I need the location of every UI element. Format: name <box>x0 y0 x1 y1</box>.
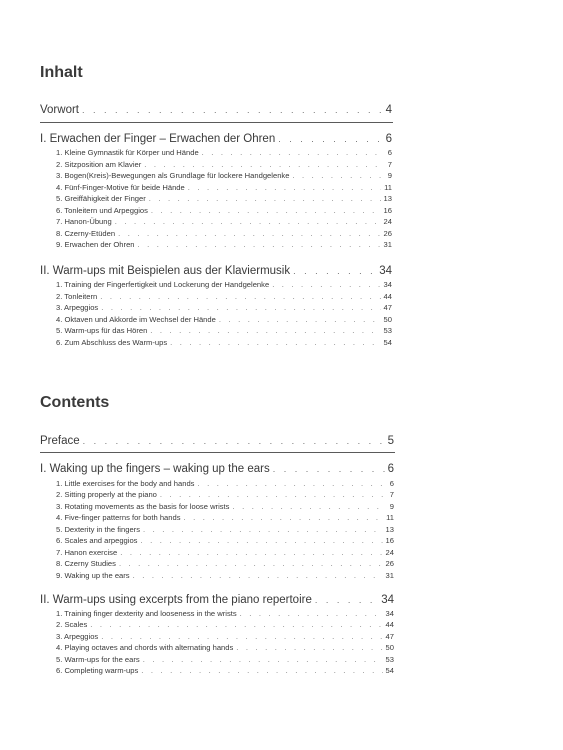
toc-page-number: 50 <box>385 643 394 652</box>
dot-leader <box>170 338 380 347</box>
dot-leader <box>101 303 380 312</box>
toc-entry-label: Vorwort <box>40 104 79 116</box>
toc-page-number: 26 <box>383 228 392 238</box>
toc-item-label: 6. Zum Abschluss des Warm-ups <box>56 337 168 347</box>
toc-item[interactable] <box>56 502 394 511</box>
toc-item-label: 3. Arpeggios <box>56 631 99 641</box>
toc-item[interactable] <box>56 632 394 641</box>
toc-item-label: 9. Waking up the ears <box>56 570 130 580</box>
toc-item-label: 2. Tonleitern <box>56 291 98 301</box>
toc-item[interactable] <box>56 280 392 289</box>
toc-item-label: 8. Czerny-Etüden <box>56 228 116 238</box>
toc-page-number: 44 <box>385 620 394 629</box>
toc-item-label: 4. Fünf-Finger-Motive für beide Hände <box>56 182 185 192</box>
toc-page-number: 11 <box>384 182 392 192</box>
toc-item-label: 9. Erwachen der Ohren <box>56 240 135 249</box>
dot-leader <box>293 266 376 276</box>
toc-item-label: 6. Tonleitern und Arpeggios <box>56 205 148 215</box>
toc-page-number: 6 <box>389 478 394 488</box>
dot-leader <box>140 536 382 545</box>
toc-item[interactable] <box>56 240 392 249</box>
toc-item-label: 1. Little exercises for the body and hands <box>56 478 195 488</box>
toc-page-number: 31 <box>383 240 392 249</box>
toc-item-label: 5. Warm-ups for the ears <box>56 654 140 664</box>
toc-page-number: 16 <box>383 205 392 215</box>
dot-leader <box>118 229 380 238</box>
toc-section-label: II. Warm-ups using excerpts from the piano repertoire <box>40 594 312 606</box>
dot-leader <box>292 171 384 180</box>
toc-page-number: 53 <box>385 654 394 664</box>
toc-page-number: 13 <box>385 524 394 534</box>
toc-page-number: 6 <box>387 463 394 475</box>
toc-item-label: 2. Sitzposition am Klavier <box>56 159 142 169</box>
dot-leader <box>273 464 385 474</box>
toc-item-label: 3. Arpeggios <box>56 303 99 312</box>
toc-item[interactable] <box>56 571 394 580</box>
toc-item[interactable] <box>56 513 394 522</box>
toc-page-number: 26 <box>385 559 394 568</box>
toc-page-number: 54 <box>385 666 394 675</box>
toc-section-1[interactable] <box>40 133 392 145</box>
dot-leader <box>240 609 383 618</box>
toc-page-number: 13 <box>383 194 392 203</box>
toc-item[interactable] <box>56 666 394 675</box>
toc-item-label: 4. Oktaven und Akkorde im Wechsel der Hände <box>56 314 216 324</box>
toc-item[interactable] <box>56 655 394 664</box>
toc-item-label: 1. Training finger dexterity and looseness in the wrists <box>56 608 237 618</box>
toc-item[interactable] <box>56 548 394 557</box>
toc-page-number: 9 <box>389 501 394 511</box>
toc-page-number: 47 <box>383 303 392 312</box>
toc-page-number: 44 <box>383 291 392 301</box>
toc-page-number: 54 <box>383 337 392 347</box>
toc-page-number: 11 <box>386 513 394 522</box>
dot-leader <box>278 134 382 144</box>
toc-item[interactable] <box>56 559 394 568</box>
dot-leader <box>150 326 380 335</box>
dot-leader <box>272 280 380 289</box>
toc-page-number: 24 <box>383 217 392 226</box>
toc-section-2[interactable] <box>40 265 392 277</box>
toc-item-label: 1. Kleine Gymnastik für Körper und Hände <box>56 148 199 157</box>
divider <box>40 452 395 453</box>
toc-item[interactable] <box>56 183 392 192</box>
toc-page-number: 5 <box>387 435 394 447</box>
toc-page-number: 34 <box>379 265 392 277</box>
dot-leader <box>82 105 383 115</box>
dot-leader <box>143 525 383 534</box>
toc-item-label: 7. Hanon exercise <box>56 547 118 557</box>
inhalt-heading: Inhalt <box>40 64 83 81</box>
toc-entry-preface[interactable] <box>40 435 394 447</box>
toc-section-1[interactable] <box>40 463 394 475</box>
toc-page-number: 4 <box>385 104 392 116</box>
toc-page-number: 24 <box>385 547 394 557</box>
dot-leader <box>149 194 381 203</box>
toc-entry-vorwort[interactable] <box>40 104 392 116</box>
toc-item-label: 5. Warm-ups für das Hören <box>56 326 148 335</box>
dot-leader <box>100 292 380 301</box>
toc-item[interactable] <box>56 160 392 169</box>
toc-item-label: 4. Playing octaves and chords with alternating hands <box>56 643 234 652</box>
dot-leader <box>184 513 384 522</box>
toc-page-number: 53 <box>383 326 392 335</box>
toc-item[interactable] <box>56 292 392 301</box>
divider <box>40 122 393 123</box>
dot-leader <box>315 595 378 605</box>
toc-item-label: 6. Completing warm-ups <box>56 666 139 675</box>
dot-leader <box>115 217 381 226</box>
dot-leader <box>120 548 382 557</box>
toc-item-label: 5. Greiffähigkeit der Finger <box>56 194 146 203</box>
toc-item[interactable] <box>56 229 392 238</box>
toc-item[interactable] <box>56 609 394 618</box>
toc-item-label: 2. Scales <box>56 620 88 629</box>
toc-item[interactable] <box>56 490 394 499</box>
toc-item[interactable] <box>56 620 394 629</box>
toc-item[interactable] <box>56 217 392 226</box>
toc-item-label: 5. Dexterity in the fingers <box>56 524 140 534</box>
toc-item[interactable] <box>56 525 394 534</box>
dot-leader <box>138 240 381 249</box>
toc-item[interactable] <box>56 148 392 157</box>
dot-leader <box>144 160 385 169</box>
dot-leader <box>160 490 387 499</box>
dot-leader <box>197 479 386 488</box>
toc-page-number: 34 <box>385 608 394 618</box>
toc-page-number: 16 <box>385 536 394 545</box>
toc-page-number: 9 <box>387 171 392 180</box>
toc-item[interactable] <box>56 326 392 335</box>
toc-item-label: 8. Czerny Studies <box>56 559 116 568</box>
toc-item[interactable] <box>56 315 392 324</box>
dot-leader <box>83 436 385 446</box>
dot-leader <box>90 620 382 629</box>
toc-item[interactable] <box>56 643 394 652</box>
toc-item-label: 2. Sitting properly at the piano <box>56 490 157 499</box>
toc-page-number: 31 <box>385 570 394 580</box>
toc-entry-label: Preface <box>40 435 80 447</box>
dot-leader <box>119 559 383 568</box>
toc-page-number: 6 <box>387 148 392 157</box>
toc-section-label: I. Erwachen der Finger – Erwachen der Ohren <box>40 133 276 145</box>
toc-item[interactable] <box>56 194 392 203</box>
toc-item[interactable] <box>56 338 392 347</box>
toc-item[interactable] <box>56 303 392 312</box>
toc-page-number: 34 <box>381 594 394 606</box>
dot-leader <box>188 183 381 192</box>
toc-page-number: 50 <box>383 314 392 324</box>
dot-leader <box>236 643 382 652</box>
toc-page-number: 47 <box>385 631 394 641</box>
toc-item[interactable] <box>56 171 392 180</box>
toc-page-number: 7 <box>389 490 394 499</box>
toc-item-label: 7. Hanon-Übung <box>56 217 112 226</box>
dot-leader <box>232 502 386 511</box>
dot-leader <box>141 666 382 675</box>
dot-leader <box>219 315 381 324</box>
contents-heading: Contents <box>40 394 110 411</box>
dot-leader <box>151 206 381 215</box>
toc-item-label: 6. Scales and arpeggios <box>56 536 138 545</box>
toc-page-number: 6 <box>385 133 392 145</box>
toc-section-label: I. Waking up the fingers – waking up the ears <box>40 463 270 475</box>
dot-leader <box>202 148 385 157</box>
dot-leader <box>143 655 383 664</box>
dot-leader <box>101 632 382 641</box>
toc-item-label: 3. Bogen(Kreis)-Bewegungen als Grundlage für lockere Handgelenke <box>56 171 290 180</box>
toc-page-number: 34 <box>383 280 392 289</box>
toc-item-label: 3. Rotating movements as the basis for loose wrists <box>56 501 230 511</box>
toc-page-number: 7 <box>387 159 392 169</box>
toc-item[interactable] <box>56 206 392 215</box>
toc-section-label: II. Warm-ups mit Beispielen aus der Klaviermusik <box>40 265 291 277</box>
toc-item[interactable] <box>56 479 394 488</box>
toc-item-label: 4. Five-finger patterns for both hands <box>56 513 181 522</box>
dot-leader <box>133 571 383 580</box>
toc-section-2[interactable] <box>40 594 394 606</box>
toc-item[interactable] <box>56 536 394 545</box>
toc-item-label: 1. Training der Fingerfertigkeit und Lockerung der Handgelenke <box>56 280 270 289</box>
